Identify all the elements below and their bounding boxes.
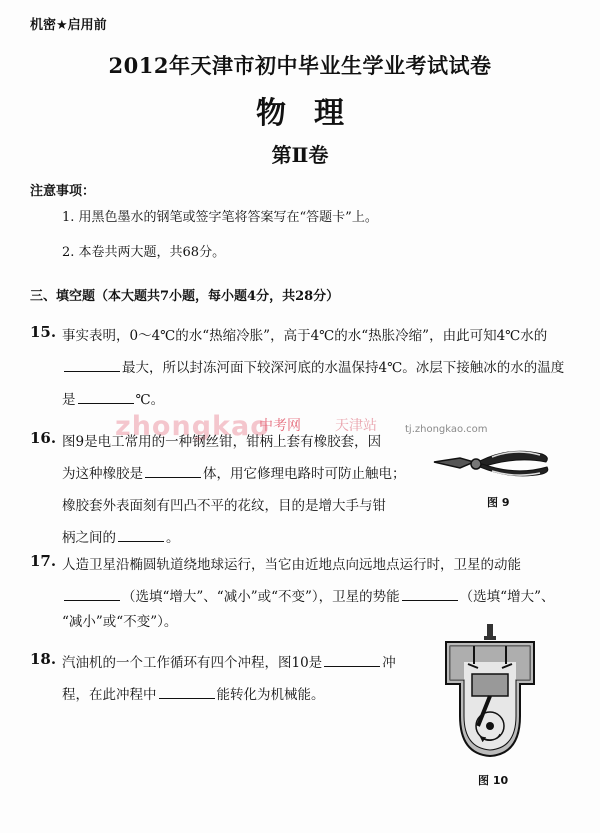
exam-title: 2012年天津市初中毕业生学业考试试卷 xyxy=(108,53,492,78)
q17-line1: 人造卫星沿椭圆轨道绕地球运行，当它由近地点向远地点运行时，卫星的动能 xyxy=(62,557,521,573)
q17-line2-mid: （选填“增大”、“减小”或“不变”），卫星的势能 xyxy=(122,589,400,605)
answer-blank[interactable] xyxy=(402,588,458,601)
q16-line2 xyxy=(62,462,406,482)
volume-title: 第Ⅱ卷 xyxy=(271,143,329,167)
pliers-figure xyxy=(430,440,555,490)
note-item: 2. 本卷共两大题，共68分。 xyxy=(62,245,226,260)
question-number-17: 17. xyxy=(30,552,57,570)
q17-line3: “减小”或“不变”）。 xyxy=(62,614,178,630)
q18-line2-before: 程，在此冲程中 xyxy=(62,687,157,703)
q16-line2-after: 体，用它修理电路时可防止触电； xyxy=(203,466,406,482)
q16-line3: 橡胶套外表面刻有凹凸不平的花纹，目的是增大手与钳 xyxy=(62,498,386,514)
answer-blank[interactable] xyxy=(324,654,380,667)
q16-line4-after: 。 xyxy=(166,530,180,546)
q18-line1-before: 汽油机的一个工作循环有四个冲程，图10是 xyxy=(62,655,323,671)
question-number-16: 16. xyxy=(30,429,57,447)
q16-line4-before: 柄之间的 xyxy=(62,530,116,546)
answer-blank[interactable] xyxy=(145,465,201,478)
subject-title: 物理 xyxy=(256,96,372,131)
q18-line1-after: 冲 xyxy=(382,655,396,671)
question-number-15: 15. xyxy=(30,323,57,341)
q16-line2-before: 为这种橡胶是 xyxy=(62,466,143,482)
q15-line3 xyxy=(62,388,164,408)
q15-line2-text: 最大，所以封冻河面下较深河底的水温保持4℃。冰层下接触冰的水的温度 xyxy=(122,360,565,376)
answer-blank[interactable] xyxy=(64,359,120,372)
note-item: 1. 用黑色墨水的钢笔或签字笔将答案写在“答题卡”上。 xyxy=(62,210,378,225)
notes-heading: 注意事项： xyxy=(30,184,96,199)
q15-line3-after: ℃。 xyxy=(135,392,165,408)
q16-line4 xyxy=(62,526,180,546)
question-number-18: 18. xyxy=(30,650,57,668)
q16-line1: 图9是电工常用的一种钢丝钳，钳柄上套有橡胶套，因 xyxy=(62,434,382,450)
answer-blank[interactable] xyxy=(118,529,164,542)
watermark-brand-cn: 中考网 xyxy=(259,418,301,434)
answer-blank[interactable] xyxy=(64,588,120,601)
figure-9-caption: 图 9 xyxy=(487,496,510,509)
section-heading: 三、填空题（本大题共7小题，每小题4分，共28分） xyxy=(30,289,340,304)
q17-line2-after: （选填“增大”、 xyxy=(459,589,555,605)
q18-line2-after: 能转化为机械能。 xyxy=(216,687,325,703)
q17-line2 xyxy=(62,585,554,605)
q18-line1 xyxy=(62,651,396,671)
answer-blank[interactable] xyxy=(78,391,134,404)
watermark-brand: zhongkao xyxy=(115,411,270,442)
watermark-url: tj.zhongkao.com xyxy=(405,424,488,435)
q15-line3-before: 是 xyxy=(62,392,76,408)
engine-figure xyxy=(440,622,540,762)
q15-line1: 事实表明，0～4℃的水“热缩冷胀”，高于4℃的水“热胀冷缩”，由此可知4℃水的 xyxy=(62,328,548,344)
q18-line2 xyxy=(62,683,325,703)
watermark-city: 天津站 xyxy=(335,418,377,434)
confidential-label: 机密★启用前 xyxy=(30,18,107,33)
q15-line2 xyxy=(62,356,564,376)
answer-blank[interactable] xyxy=(159,686,215,699)
figure-10-caption: 图 10 xyxy=(478,774,509,787)
